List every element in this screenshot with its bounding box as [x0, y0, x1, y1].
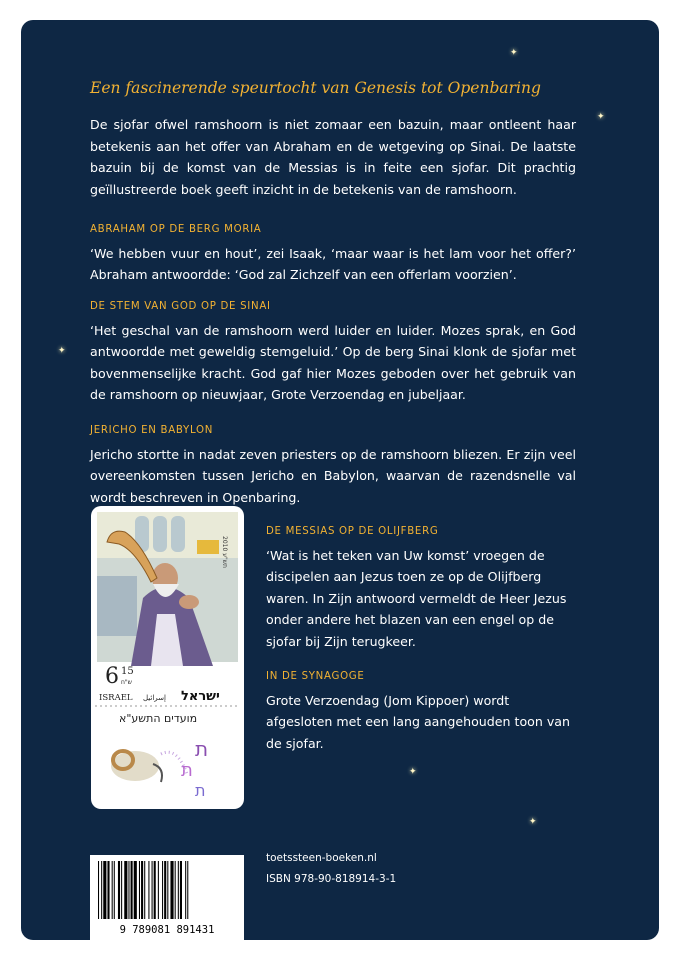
barcode-bar [144, 861, 145, 919]
barcode-bar [98, 861, 99, 919]
section-body: ‘Het geschal van de ramshoorn werd luider en luider. Mozes sprak, en God antwoordde met geweldig stemgeluid.’ Op de berg Sinai klonk de sjofar met bovenmenselijke kracht. God gaf hier Mozes geboden over het gebruik van de ramshoorn op nieuwjaar, Grote Verzoendag en jubeljaar. [90, 322, 576, 402]
section-messias [266, 521, 574, 652]
barcode-bar [162, 861, 163, 919]
svg-text:ת: ת [195, 781, 206, 800]
stamp-currency: ש"ח [121, 679, 132, 686]
israel-stamp [91, 506, 244, 809]
barcode-bar [152, 861, 153, 919]
tagline: Een fascinerende speurtocht van Genesis tot Openbaring [90, 79, 541, 97]
barcode-bar [114, 861, 115, 919]
star-icon: ✦ [597, 111, 605, 121]
section-sinai [90, 296, 576, 406]
stamp-country-hebrew: ישראל [181, 689, 220, 704]
barcode-bar [178, 861, 179, 919]
section-heading: DE MESSIAS OP DE OLIJFBERG [266, 526, 439, 537]
barcode-bar [141, 861, 143, 919]
barcode-bar [164, 861, 166, 919]
barcode [90, 855, 244, 940]
barcode-bar [134, 861, 137, 919]
barcode-bar [154, 861, 156, 919]
section-heading: IN DE SYNAGOGE [266, 671, 365, 682]
barcode-bar [121, 861, 122, 919]
barcode-bar [167, 861, 168, 919]
publisher-url[interactable]: toetssteen-boeken.nl [266, 852, 377, 864]
svg-text:ת: ת [195, 737, 209, 761]
barcode-bar [139, 861, 140, 919]
barcode-bar [131, 861, 133, 919]
section-body: ‘We hebben vuur en hout’, zei Isaak, ‘maar waar is het lam voor het offer?’ Abraham antwoordde: ‘God zal Zichzelf van een offerlam voorzien’. [90, 245, 576, 282]
section-body: Jericho stortte in nadat zeven priesters op de ramshoorn bliezen. Er zijn veel overeenkomsten tussen Jericho en Babylon, waarvan de razendsnelle val wordt beschreven in Openbaring. [90, 446, 576, 505]
svg-text:ת: ת [181, 760, 193, 781]
star-icon: ✦ [409, 766, 417, 776]
barcode-bar [101, 861, 102, 919]
stamp-value-fraction: 15 [121, 666, 134, 677]
barcode-bar [187, 861, 188, 919]
stamp-country-arabic: إسرائيل [143, 694, 166, 702]
section-heading: DE STEM VAN GOD OP DE SINAI [90, 301, 271, 312]
barcode-bar [128, 861, 129, 919]
section-jericho [90, 420, 576, 508]
section-synagoge [266, 666, 574, 754]
isbn: ISBN 978-90-818914-3-1 [266, 873, 397, 885]
barcode-bar [170, 861, 173, 919]
barcode-bar [124, 861, 127, 919]
barcode-bar [175, 861, 176, 919]
star-icon: ✦ [529, 816, 537, 826]
stamp-country-latin: ISRAEL [99, 693, 133, 703]
section-body: Grote Verzoendag (Jom Kippoer) wordt afgesloten met een lang aangehouden toon van de sjofar. [266, 692, 571, 751]
barcode-bar [103, 861, 106, 919]
star-icon: ✦ [58, 345, 66, 355]
intro-paragraph: De sjofar ofwel ramshoorn is niet zomaar een bazuin, maar ontleent haar betekenis aan het offer van Abraham en de wetgeving op Sinai. De laatste bazuin bij de komst van de Messias is in feite een sjofar. Dit prachtig geïllustreerde boek geeft inzicht in de betekenis van de ramshoorn. [90, 117, 576, 197]
section-heading: JERICHO EN BABYLON [90, 425, 214, 436]
stamp-value: 6 [105, 664, 119, 689]
stamp-tab-text: מועדים התשע"א [119, 712, 198, 725]
section-body: ‘Wat is het teken van Uw komst’ vroegen de discipelen aan Jezus toen ze op de Olijfberg waren. In Zijn antwoord vermeldt de Heer Jezus onder andere het blazen van een engel op de sjofar bij Zijn terugkeer. [266, 547, 567, 649]
barcode-bar [148, 861, 149, 919]
barcode-bar [112, 861, 113, 919]
barcode-number: 9 789081 891431 [119, 924, 215, 936]
barcode-bar [158, 861, 159, 919]
star-icon: ✦ [510, 47, 518, 57]
barcode-bar [107, 861, 109, 919]
section-heading: ABRAHAM OP DE BERG MORIA [90, 224, 262, 235]
barcode-bar [118, 861, 120, 919]
barcode-bar [180, 861, 182, 919]
section-abraham [90, 219, 576, 286]
barcode-bar [185, 861, 186, 919]
stamp-year: 2010 תש"ע [221, 536, 228, 568]
